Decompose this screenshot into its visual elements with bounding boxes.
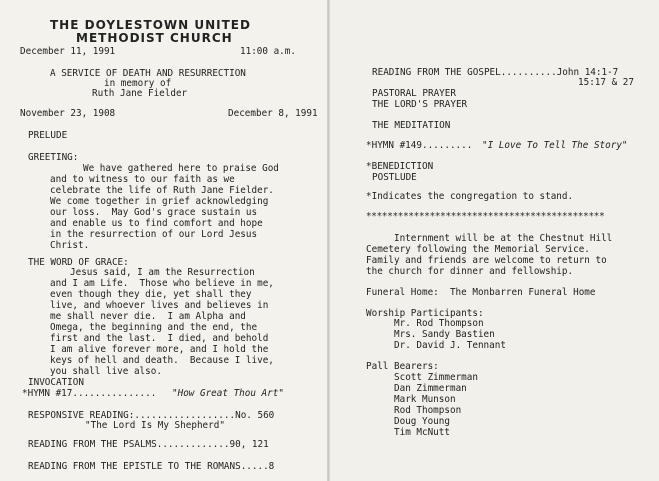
word-line: I am alive forever more, and I hold the xyxy=(50,344,269,355)
pastoral-prayer: PASTORAL PRAYER xyxy=(372,88,456,99)
left-page xyxy=(0,0,327,481)
church-name-line1: THE DOYLESTOWN UNITED xyxy=(50,18,251,32)
internment-line: the church for dinner and fellowship. xyxy=(366,266,574,277)
word-line: Jesus said, I am the Resurrection xyxy=(70,267,255,278)
divider-stars: ********************************************* xyxy=(366,211,605,222)
word-line: me shall never die. I am Alpha and xyxy=(50,311,246,322)
lords-prayer: THE LORD'S PRAYER xyxy=(372,99,468,110)
epistle-reading: READING FROM THE EPISTLE TO THE ROMANS.....8 xyxy=(28,461,275,472)
word-line: first and the last. I died, and behold xyxy=(50,333,269,344)
church-name-line2: METHODIST CHURCH xyxy=(76,31,233,45)
internment-line: Family and friends are welcome to return to xyxy=(366,255,607,266)
psalms-reading: READING FROM THE PSALMS.............90, 121 xyxy=(28,439,269,450)
responsive-reading-title: "The Lord Is My Shepherd" xyxy=(85,420,225,431)
pall-bearer: Mark Munson xyxy=(394,394,456,405)
pall-bearers-heading: Pall Bearers: xyxy=(366,361,439,372)
service-date: December 11, 1991 xyxy=(20,46,116,57)
stand-note: *Indicates the congregation to stand. xyxy=(366,191,574,202)
pall-bearer: Doug Young xyxy=(394,416,450,427)
word-line: live, and whoever lives and believes in xyxy=(50,300,269,311)
word-line: you shall live also. xyxy=(50,366,162,377)
hymn-17-title: "How Great Thou Art" xyxy=(172,388,284,399)
meditation: THE MEDITATION xyxy=(372,120,451,131)
word-line: even though they die, yet shall they xyxy=(50,289,252,300)
gospel-reference-2: 15:17 & 27 xyxy=(578,77,634,88)
participant: Mrs. Sandy Bastien xyxy=(394,329,495,340)
internment-line: Internment will be at the Chestnut Hill xyxy=(366,233,613,244)
service-time: 11:00 a.m. xyxy=(240,46,296,57)
hymn-17: *HYMN #17............... xyxy=(22,388,157,399)
word-of-grace-heading: THE WORD OF GRACE: xyxy=(28,257,129,268)
greeting-line: Christ. xyxy=(50,240,90,251)
funeral-home: Funeral Home: The Monbarren Funeral Home xyxy=(366,287,596,298)
greeting-line: in the resurrection of our Lord Jesus xyxy=(50,229,258,240)
pall-bearer: Dan Zimmerman xyxy=(394,383,467,394)
greeting-line: our loss. May God's grace sustain us xyxy=(50,207,258,218)
service-title: A SERVICE OF DEATH AND RESURRECTION xyxy=(50,68,246,79)
deceased-name: Ruth Jane Fielder xyxy=(92,88,188,99)
postlude: POSTLUDE xyxy=(372,172,417,183)
greeting-line: and to witness to our faith as we xyxy=(50,174,235,185)
greeting-heading: GREETING: xyxy=(28,152,79,163)
greeting-line: We have gathered here to praise God xyxy=(83,163,279,174)
birth-date: November 23, 1908 xyxy=(20,108,116,119)
participant: Mr. Rod Thompson xyxy=(394,318,484,329)
pall-bearer: Tim McNutt xyxy=(394,427,450,438)
responsive-reading: RESPONSIVE READING:..................No. 560 xyxy=(28,410,275,421)
greeting-line: celebrate the life of Ruth Jane Fielder. xyxy=(50,185,274,196)
word-line: keys of hell and death. Because I live, xyxy=(50,355,274,366)
benediction: *BENEDICTION xyxy=(366,161,434,172)
word-line: and I am Life. Those who believe in me, xyxy=(50,278,274,289)
right-page xyxy=(330,0,659,481)
word-line: Omega, the beginning and the end, the xyxy=(50,322,258,333)
death-date: December 8, 1991 xyxy=(228,108,318,119)
hymn-149: *HYMN #149......... xyxy=(366,140,473,151)
greeting-line: We come together in grief acknowledging xyxy=(50,196,269,207)
hymn-149-title: "I Love To Tell The Story" xyxy=(482,140,628,151)
in-memory-of: in memory of xyxy=(104,78,172,89)
prelude: PRELUDE xyxy=(28,130,68,141)
gospel-reading: READING FROM THE GOSPEL..........John 14:1-7 xyxy=(372,67,619,78)
participant: Dr. David J. Tennant xyxy=(394,340,506,351)
participants-heading: Worship Participants: xyxy=(366,308,484,319)
pall-bearer: Rod Thompson xyxy=(394,405,462,416)
internment-line: Cemetery following the Memorial Service. xyxy=(366,244,590,255)
invocation: INVOCATION xyxy=(28,377,84,388)
greeting-line: and enable us to find comfort and hope xyxy=(50,218,263,229)
pall-bearer: Scott Zimmerman xyxy=(394,372,478,383)
